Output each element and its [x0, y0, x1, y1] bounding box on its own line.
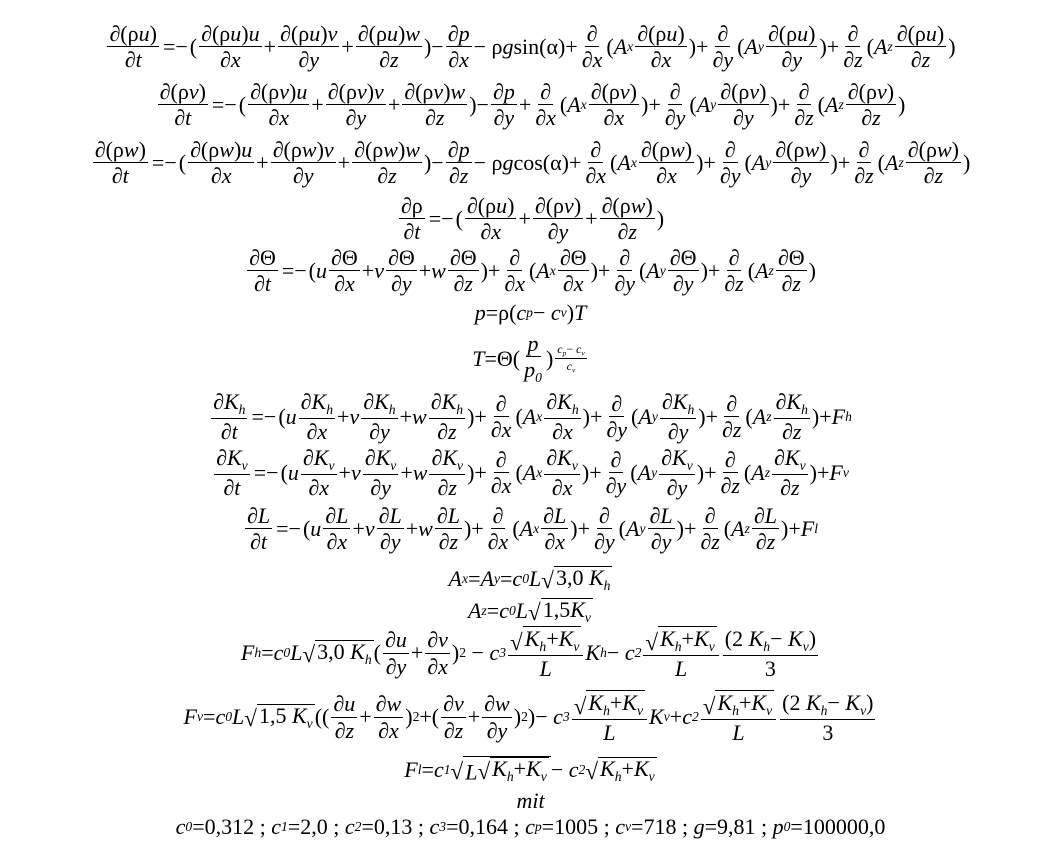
equation-fl: F l = c 1 √ L √ $K_h+K_v$ − c 2 √ $K_h+K_v$	[404, 755, 655, 785]
equation-continuity: $\frac{\partial\rho}{\partial t}$ =− ( $\frac{\partial(\rho u)}{\partial x}$ + $\frac{\partial(\rho v)}{\partial y}$ + $\frac{\partial(\rho w)}{\partial z}$ )	[400, 193, 665, 245]
constants-line: c 0 =0,312 ; c 1 =2,0 ; c 2 =0,13 ; c 3 =0,164 ; c p =1005 ; c v =718 ; g =9,81 ; p 0 =100000,0	[175, 814, 886, 839]
equation-l: $\frac{\partial L}{\partial t}$ =− ( u $\frac{\partial L}{\partial x}$ + v $\frac{\partial L}{\partial y}$ + w $\frac{\partial L}{\partial z}$ )+ $\frac{\partial}{\partial x}$ ( A x $\frac{\partial L}{\partial x}$ )+ $\frac{\partial}{\partial y}$ ( A y $\frac{\partial L}{\partial y}$ )+ $\frac{\partial}{\partial z}$ ( A z $\frac{\partial L}{\partial z}$ )+ F l	[246, 503, 818, 555]
equation-state: p =ρ( c p − c v ) T	[474, 300, 587, 325]
equation-theta: $\frac{\partial\Theta}{\partial t}$ =− ( u $\frac{\partial\Theta}{\partial x}$ + v $\frac{\partial\Theta}{\partial y}$ + w $\frac{\partial\Theta}{\partial z}$ )+ $\frac{\partial}{\partial x}$ ( A x $\frac{\partial\Theta}{\partial x}$ )+ $\frac{\partial}{\partial y}$ ( A y $\frac{\partial\Theta}{\partial y}$ )+ $\frac{\partial}{\partial z}$ ( A z $\frac{\partial\Theta}{\partial z}$ )	[249, 245, 816, 297]
equation-kv: $\frac{\partial K_v}{\partial t}$ =− ( u $\frac{\partial K_v}{\partial x}$ + v $\frac{\partial K_v}{\partial y}$ + w $\frac{\partial K_v}{\partial z}$ )+ $\frac{\partial}{\partial x}$ ( A x $\frac{\partial K_v}{\partial x}$ )+ $\frac{\partial}{\partial y}$ ( A y $\frac{\partial K_v}{\partial y}$ )+ $\frac{\partial}{\partial z}$ ( A z $\frac{\partial K_v}{\partial z}$ )+ F v	[216, 445, 849, 501]
equation-momentum-y: $\frac{\partial(\rho v)}{\partial t}$ =− ( $\frac{\partial(\rho v)u}{\partial x}$ + $\frac{\partial(\rho v)v}{\partial y}$ + $\frac{\partial(\rho v)w}{\partial z}$ )− $\frac{\partial p}{\partial y}$ + $\frac{\partial}{\partial x}$ ( A x $\frac{\partial(\rho v)}{\partial x}$ )+ $\frac{\partial}{\partial y}$ ( A y $\frac{\partial(\rho v)}{\partial y}$ )+ $\frac{\partial}{\partial z}$ ( A z $\frac{\partial(\rho v)}{\partial z}$ )	[159, 79, 906, 131]
mit-text	[0, 790, 1061, 812]
equation-momentum-x-render: $\frac{\partial(\rho u)}{\partial t}$ =− ( $\frac{\partial(\rho u)u}{\partial x}$ + $\frac{\partial(\rho u)v}{\partial y}$ + $\frac{\partial(\rho u)w}{\partial z}$ )− $\frac{\partial p}{\partial x}$ − ρ g sin(α)+ $\frac{\partial}{\partial x}$ ( A x $\frac{\partial(\rho u)}{\partial x}$ )+ $\frac{\partial}{\partial y}$ ( A y $\frac{\partial(\rho u)}{\partial y}$ )+ $\frac{\partial}{\partial z}$ ( A z $\frac{\partial(\rho u)}{\partial z}$ )	[109, 21, 956, 73]
equation-momentum-x	[0, 22, 1061, 71]
mit-label: mit	[516, 788, 545, 813]
equation-kh: $\frac{\partial K_h}{\partial t}$ =− ( u $\frac{\partial K_h}{\partial x}$ + v $\frac{\partial K_h}{\partial y}$ + w $\frac{\partial K_h}{\partial z}$ )+ $\frac{\partial}{\partial x}$ ( A x $\frac{\partial K_h}{\partial x}$ )+ $\frac{\partial}{\partial y}$ ( A y $\frac{\partial K_h}{\partial y}$ )+ $\frac{\partial}{\partial z}$ ( A z $\frac{\partial K_h}{\partial z}$ )+ F h	[213, 389, 852, 445]
equation-fh: F h = c 0 L √ 3,0 $K_h$ ( $\frac{\partial u}{\partial y}$ + $\frac{\partial v}{\partial x}$ ) 2 − c 3 √ $K_h+K_v$ L K h − c 2 √ $K_h+K_v$ L $\frac{(2 K_h- K_v)}{3}$	[240, 625, 817, 682]
equation-momentum-z: $\frac{\partial(\rho w)}{\partial t}$ =− ( $\frac{\partial(\rho w)u}{\partial x}$ + $\frac{\partial(\rho w)v}{\partial y}$ + $\frac{\partial(\rho w)w}{\partial z}$ )− $\frac{\partial p}{\partial z}$ − ρ g cos(α)+ $\frac{\partial}{\partial x}$ ( A x $\frac{\partial(\rho w)}{\partial x}$ )+ $\frac{\partial}{\partial y}$ ( A y $\frac{\partial(\rho w)}{\partial y}$ )+ $\frac{\partial}{\partial z}$ ( A z $\frac{\partial(\rho w)}{\partial z}$ )	[94, 137, 971, 189]
equation-axy: A x = A y = c 0 L √ 3,0 $K_h$	[448, 565, 611, 594]
equation-fv: F v = c 0 L √ 1,5 $K_v$ (( $\frac{\partial u}{\partial z}$ + $\frac{\partial w}{\partial x}$ ) 2 +( $\frac{\partial v}{\partial z}$ + $\frac{\partial w}{\partial y}$ ) 2 )− c 3 √ $K_h+K_v$ L K v + c 2 √ $K_h+K_v$ L $\frac{(2 K_h- K_v)}{3}$	[183, 689, 874, 746]
equation-temperature: T =Θ( $\frac{p}{p_0}$ ) $\frac{c_p- c_v}{c_v}$	[472, 331, 585, 385]
equation-az: A z = c 0 L √ $1,5K_v$	[468, 597, 591, 626]
